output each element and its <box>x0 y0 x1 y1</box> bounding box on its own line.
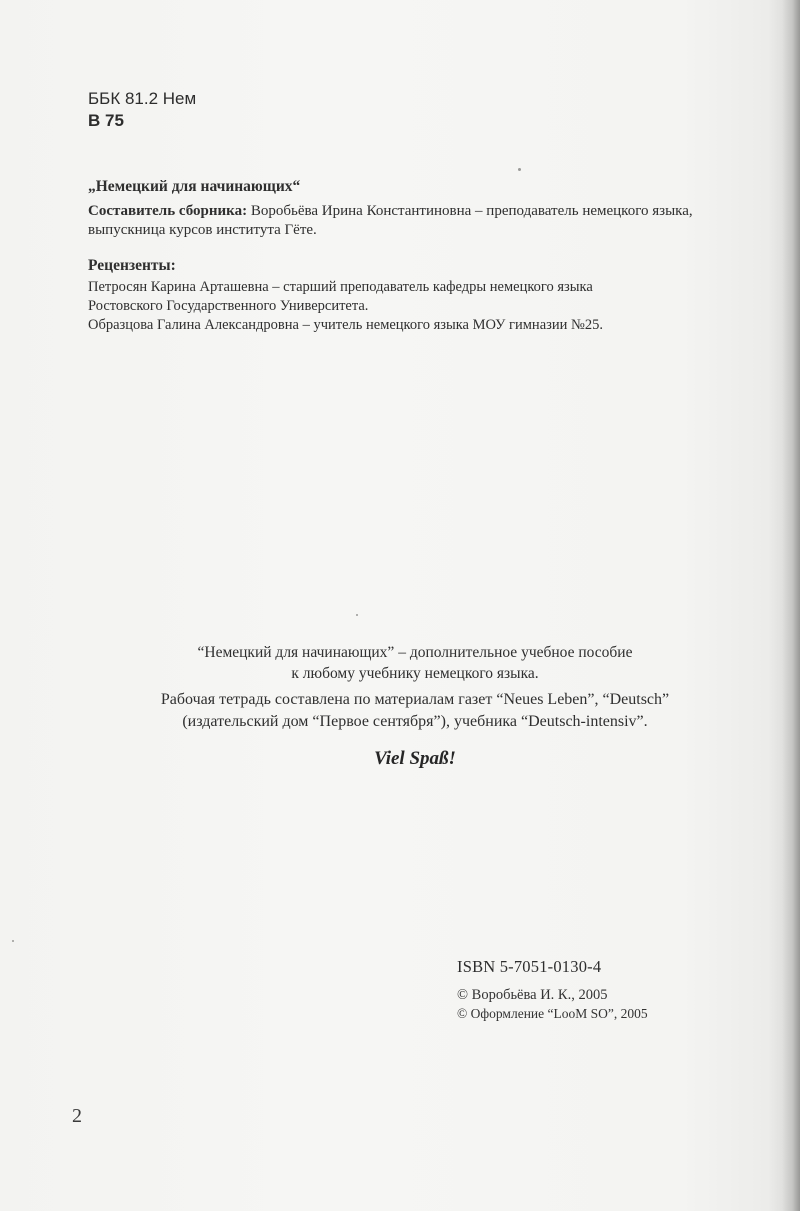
motto: Viel Spaß! <box>374 748 456 769</box>
reviewers-heading: Рецензенты: <box>88 257 176 274</box>
compiler-info <box>88 202 728 240</box>
bbk-code: ББК 81.2 Нем <box>88 89 197 108</box>
book-description <box>100 642 730 684</box>
description-line: “Немецкий для начинающих” – дополнительное учебное пособие <box>197 644 633 661</box>
reviewer-line: Ростовского Государственного Университета. <box>88 298 369 314</box>
library-classification <box>88 88 196 132</box>
source-materials <box>100 689 730 733</box>
copyright-author: © Воробьёва И. К., 2005 <box>457 987 608 1003</box>
print-speck <box>12 940 14 942</box>
print-speck <box>518 168 521 171</box>
author-mark: В 75 <box>88 111 124 130</box>
page-edge-shadow <box>782 0 800 1211</box>
isbn: ISBN 5-7051-0130-4 <box>457 957 602 976</box>
sources-line: Рабочая тетрадь составлена по материалам газет “Neues Leben”, “Deutsch” <box>160 691 670 708</box>
page-number: 2 <box>72 1105 82 1127</box>
reviewer-line: Образцова Галина Александровна – учитель немецкого языка МОУ гимназии №25. <box>88 317 603 333</box>
description-line: к любому учебнику немецкого языка. <box>291 665 539 682</box>
reviewers-list <box>88 278 748 335</box>
copyright-design: © Оформление “LooM SO”, 2005 <box>457 1006 648 1021</box>
print-speck <box>356 614 358 616</box>
compiler-label: Составитель сборника: <box>88 203 248 219</box>
book-title: „Немецкий для начинающих“ <box>88 178 301 195</box>
sources-line: (издательский дом “Первое сентября”), учебника “Deutsch-intensiv”. <box>182 713 648 730</box>
compiler-text: Воробьёва Ирина Константиновна – преподаватель немецкого языка, выпускница курсов института Гёте. <box>88 203 693 238</box>
reviewer-line: Петросян Карина Арташевна – старший преподаватель кафедры немецкого языка <box>88 279 593 295</box>
